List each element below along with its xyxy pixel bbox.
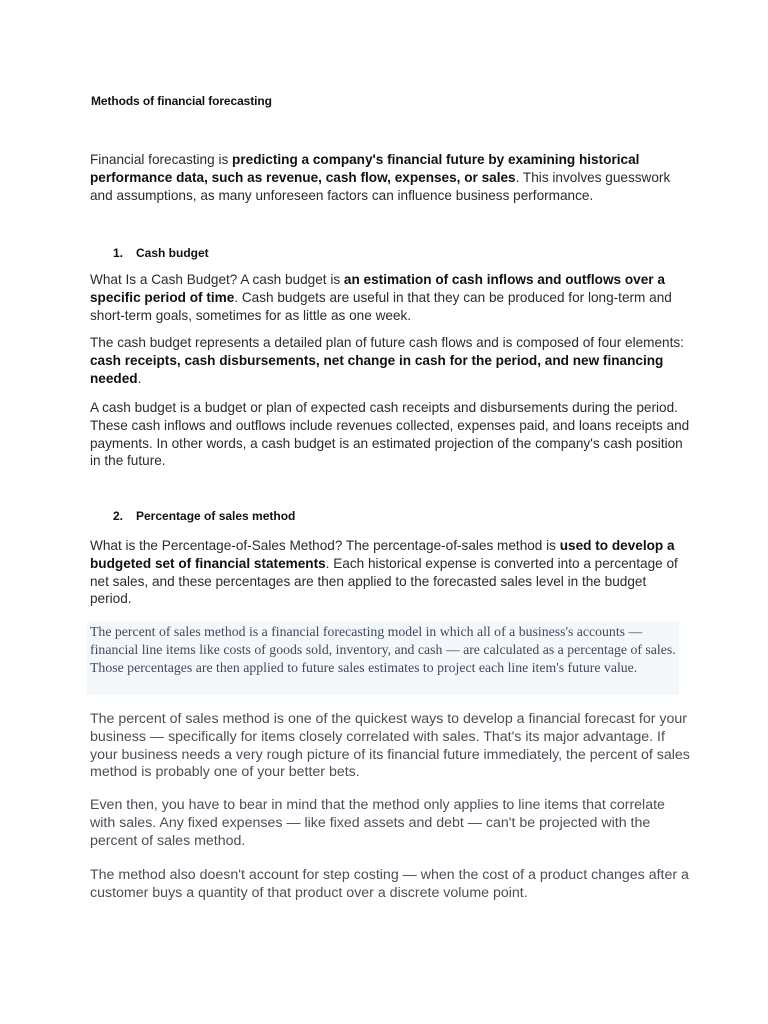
section-heading-text: Cash budget: [136, 246, 209, 260]
section-number: 2.: [113, 509, 124, 523]
paragraph-text: What Is a Cash Budget? A cash budget is: [90, 272, 344, 287]
cash-budget-paragraph-1: [90, 271, 690, 324]
paragraph-bold: cash receipts, cash disbursements, net change in cash for the period, and new financing needed: [90, 352, 664, 386]
intro-bold: predicting a company's financial future by examining historical performance data, such as revenue, cash flow, expenses, or sales: [90, 152, 640, 185]
paragraph-bold: an estimation of cash inflows and outflows over a specific period of time: [90, 272, 665, 305]
intro-text-1: Financial forecasting is: [90, 152, 233, 167]
paragraph-text: . Cash budgets are useful in that they can be produced for long-term and short-term goals, sometimes for as little as one week.: [90, 289, 672, 323]
percentage-of-sales-paragraph-2: The percent of sales method is one of the quickest ways to develop a financial forecast for your business — specifically for items closely correlated with sales. That's its major advantage. If your business needs a very rough picture of its financial future immediately, the percent of sales method is probably one of your better bets.: [90, 711, 690, 781]
cash-budget-paragraph-3: A cash budget is a budget or plan of expected cash receipts and disbursements during the period. These cash inflows and outflows include revenues collected, expenses paid, and loans receipts and payments. In other words, a cash budget is an estimated projection of the company's cash position in the future.: [90, 400, 690, 469]
quoted-definition-block: [87, 621, 679, 695]
paragraph-text: .: [137, 370, 142, 386]
paragraph-text: The cash budget represents a detailed plan of future cash flows and is composed of four elements:: [90, 335, 684, 350]
paragraph-text: What is the Percentage-of-Sales Method? The percentage-of-sales method is: [90, 538, 560, 553]
section-heading-percentage-of-sales: [113, 509, 295, 523]
section-heading-cash-budget: [113, 246, 209, 260]
document-title: Methods of financial forecasting: [91, 94, 272, 108]
intro-text-2: . This involves guesswork and assumptions, as many unforeseen factors can influence business performance.: [90, 169, 671, 203]
percentage-of-sales-paragraph-3: Even then, you have to bear in mind that the method only applies to line items that correlate with sales. Any fixed expenses — like fixed assets and debt — can't be projected with the percent of sales method.: [90, 797, 665, 849]
intro-paragraph: [90, 151, 690, 204]
section-number: 1.: [113, 246, 124, 260]
percentage-of-sales-paragraph-4: The method also doesn't account for step costing — when the cost of a product changes after a customer buys a quantity of that product over a discrete volume point.: [90, 867, 689, 901]
paragraph-text: . Each historical expense is converted into a percentage of net sales, and these percentages are then applied to the forecasted sales level in the budget period.: [90, 555, 678, 607]
quoted-definition-text: The percent of sales method is a financial forecasting model in which all of a business's accounts — financial line items like costs of goods sold, inventory, and cash — are calculated as a percentage of sales. Those percentages are then applied to future sales estimates to project each line item's future value.: [90, 624, 676, 675]
percentage-of-sales-paragraph-1: [90, 537, 690, 608]
paragraph-bold: used to develop a budgeted set of financial statements: [90, 538, 675, 571]
section-heading-text: Percentage of sales method: [136, 509, 296, 523]
cash-budget-paragraph-2: [90, 334, 690, 387]
